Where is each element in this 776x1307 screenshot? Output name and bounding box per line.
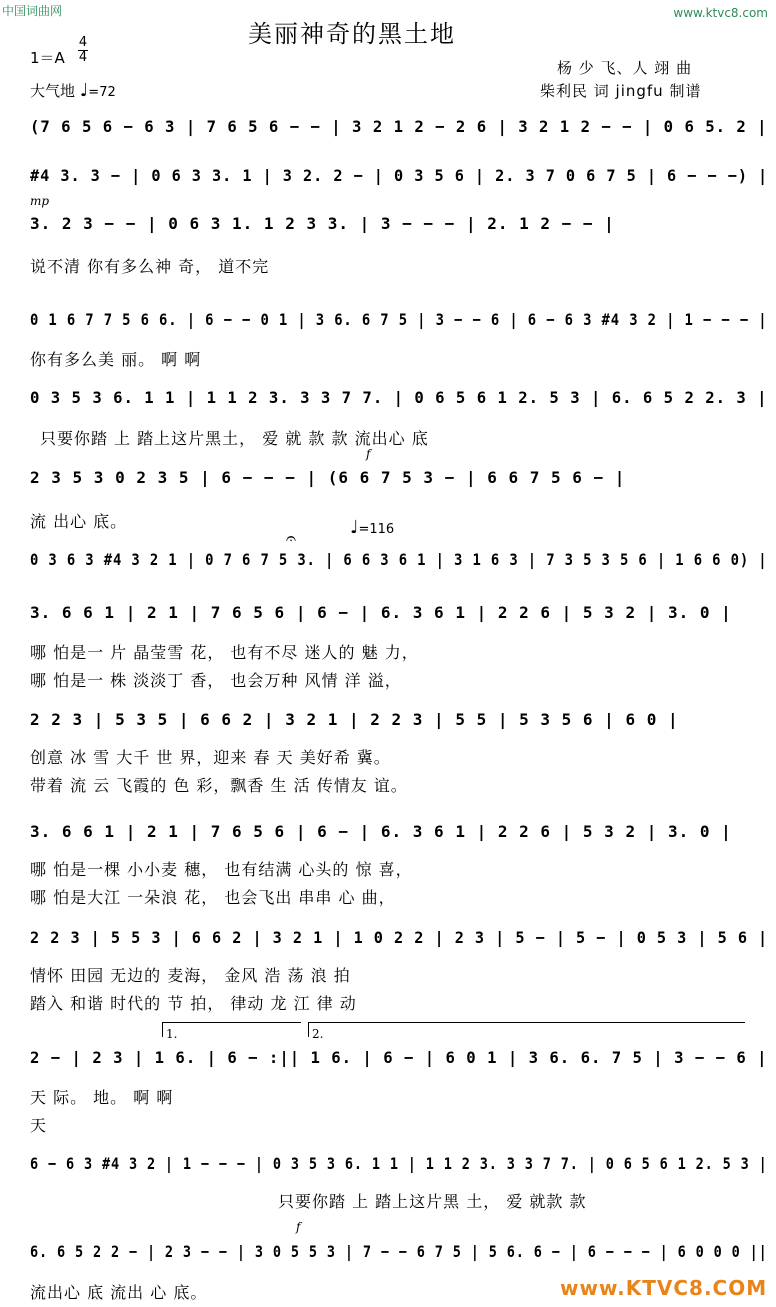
dynamic-f-1: f (366, 447, 371, 461)
staff-line-10: 3. 6 6 1 | 2 1 | 7 6 5 6 | 6 − | 6. 3 6 1 | 2 2 6 | 5 3 2 | 3. 0 | (30, 822, 732, 841)
lyric-line-2: 你有多么美 丽。 啊 啊 (30, 350, 202, 369)
time-signature (78, 36, 88, 65)
staff-line-12: 2 − | 2 3 | 1 6. | 6 − :|| 1 6. | 6 − | 6 0 1 | 3 6. 6. 7 5 | 3 − − 6 | (30, 1048, 768, 1067)
staff-line-8: 3. 6 6 1 | 2 1 | 7 6 5 6 | 6 − | 6. 3 6 1 | 2 2 6 | 5 3 2 | 3. 0 | (30, 603, 732, 622)
lyric-line-12: 踏入 和谐 时代的 节 拍， 律动 龙 江 律 动 (30, 994, 357, 1013)
lyric-line-4: 流 出心 底。 (30, 512, 128, 531)
staff-line-5: 0 3 5 3 6. 1 1 | 1 1 2 3. 3 3 7 7. | 0 6 5 6 1 2. 5 3 | 6. 6 5 2 2. 3 | (30, 388, 768, 407)
quarter-note-icon-2: ♩ (350, 517, 359, 538)
lyric-line-8: 带着 流 云 飞霞的 色 彩，飘香 生 活 传情友 谊。 (30, 776, 408, 795)
lyric-line-5: 哪 怕是一 片 晶莹雪 花， 也有不尽 迷人的 魅 力， (30, 643, 419, 662)
fermata-icon: 𝄐 (286, 528, 297, 549)
lyric-line-11: 情怀 田园 无边的 麦海， 金风 浩 荡 浪 拍 (30, 966, 351, 985)
staff-line-13: 6 − 6 3 #4 3 2 | 1 − − − | 0 3 5 3 6. 1 1 | 1 1 2 3. 3 3 7 7. | 0 6 5 6 1 2. 5 3 | (30, 1154, 768, 1173)
staff-line-7: 0 3 6 3 #4 3 2 1 | 0 7 6 7 5 3. | 6 6 3 6 1 | 3 1 6 3 | 7 3 5 3 5 6 | 1 6 6 0) | (30, 550, 768, 569)
staff-line-6: 2 3 5 3 0 2 3 5 | 6 − − − | (6 6 7 5 3 − | 6 6 7 5 6 − | (30, 468, 626, 487)
key-signature: 1＝A (30, 49, 65, 67)
tempo-marking-2 (350, 517, 394, 538)
lyric-line-9: 哪 怕是一棵 小小麦 穗， 也有结满 心头的 惊 喜， (30, 860, 413, 879)
tempo-marking (30, 80, 116, 101)
staff-line-14: 6. 6 5 2 2 − | 2 3 − − | 3 0 5 5 3 | 7 − − 6 7 5 | 5 6. 6 − | 6 − − − | 6 0 0 0 || (30, 1242, 768, 1261)
lyric-line-3: 只要你踏 上 踏上这片黑土， 爱 就 款 款 流出心 底 (40, 429, 429, 448)
quarter-note-icon: ♩ (79, 80, 89, 101)
staff-line-4: 0 1 6 7 7 5 6 6. | 6 − − 0 1 | 3 6. 6 7 5 | 3 − − 6 | 6 − 6 3 #4 3 2 | 1 − − − | (30, 310, 768, 329)
dynamic-f-2: f (296, 1220, 301, 1234)
watermark-top-left: 中国词曲网 (2, 4, 63, 18)
staff-line-2: #4 3. 3 − | 0 6 3 3. 1 | 3 2. 2 − | 0 3 5 6 | 2. 3 7 0 6 7 5 | 6 − − −) | (30, 166, 769, 185)
time-sig-bottom: 4 (78, 50, 88, 65)
staff-line-9: 2 2 3 | 5 3 5 | 6 6 2 | 3 2 1 | 2 2 3 | 5 5 | 5 3 5 6 | 6 0 | (30, 710, 679, 729)
volta-2-label: 2. (312, 1027, 324, 1041)
lyric-line-6: 哪 怕是一 株 淡淡丁 香， 也会万种 风情 洋 溢， (30, 671, 402, 690)
tempo-value: =72 (88, 85, 116, 100)
lyric-line-7: 创意 冰 雪 大千 世 界，迎来 春 天 美好希 冀。 (30, 748, 391, 767)
dynamic-mp: mp (30, 194, 50, 208)
staff-line-3: 3. 2 3 − − | 0 6 3 1. 1 2 3 3. | 3 − − − | 2. 1 2 − − | (30, 214, 615, 233)
watermark-top-right: www.ktvc8.com (673, 6, 768, 20)
lyricist-credit: 柴利民 词 jingfu 制谱 (540, 82, 702, 100)
composer-credit: 杨 少 飞、人 翊 曲 (557, 59, 693, 77)
lyric-line-13: 天 际。 地。 啊 啊 (30, 1088, 174, 1107)
volta-2-bracket (308, 1022, 745, 1041)
time-sig-top: 4 (78, 35, 88, 50)
tempo-label: 大气地 (30, 82, 76, 100)
lyric-line-1: 说不清 你有多么神 奇， 道不完 (30, 257, 270, 276)
watermark-bottom: www.KTVC8.COM (560, 1276, 768, 1300)
volta-1-label: 1. (166, 1027, 178, 1041)
staff-line-11: 2 2 3 | 5 5 3 | 6 6 2 | 3 2 1 | 1 0 2 2 | 2 3 | 5 − | 5 − | 0 5 3 | 5 6 | (30, 928, 769, 947)
lyric-line-15: 只要你踏 上 踏上这片黑 土， 爱 就款 款 (278, 1192, 587, 1211)
tempo2-value: =116 (358, 522, 395, 537)
lyric-line-16: 流出心 底 流出 心 底。 (30, 1283, 208, 1302)
lyric-line-14: 天 (30, 1116, 48, 1135)
staff-line-1: (7 6 5 6 − 6 3 | 7 6 5 6 − − | 3 2 1 2 − 2 6 | 3 2 1 2 − − | 0 6 5. 2 | (30, 117, 768, 136)
volta-1-bracket (162, 1022, 301, 1041)
lyric-line-10: 哪 怕是大江 一朵浪 花， 也会飞出 串串 心 曲， (30, 888, 396, 907)
song-title: 美丽神奇的黑土地 (248, 20, 456, 48)
